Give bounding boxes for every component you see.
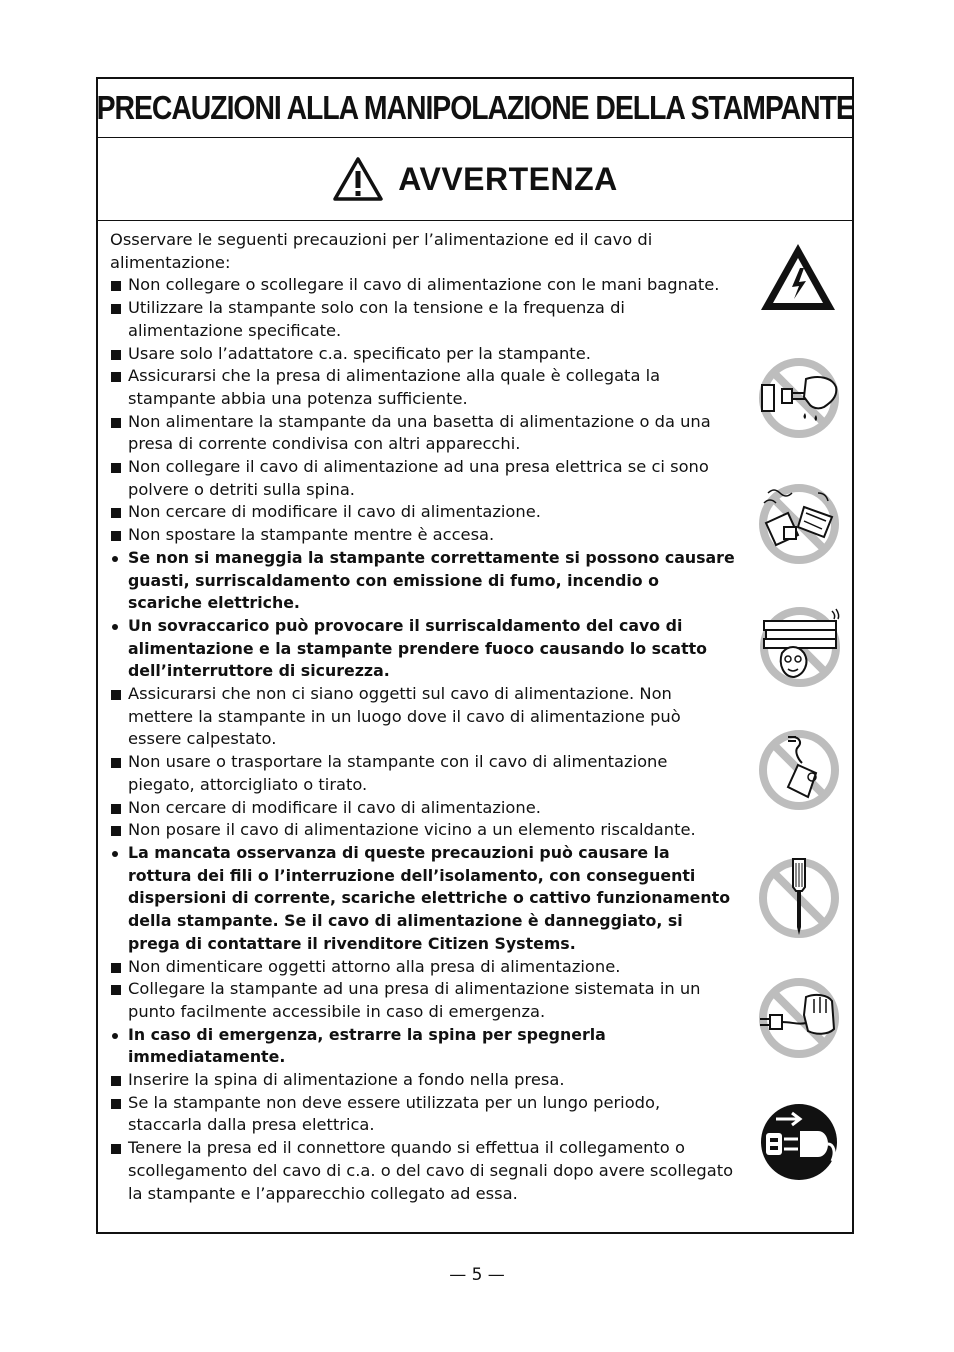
item-text: Assicurarsi che non ci siano oggetti sul cavo di alimentazione. Non mettere la stampante in un luogo dove il cavo di alimentazione può essere calpestato. (128, 684, 681, 749)
precaution-item (110, 524, 735, 547)
item-text: In caso di emergenza, estrarre la spina per spegnerla immediatamente. (128, 1024, 606, 1067)
no-pulling-cord-icon (758, 729, 840, 811)
item-text: Tenere la presa ed il connettore quando si effettua il collegamento o scollegamento del cavo di c.a. o del cavo di segnali dopo avere scollegato la stampante e l’apparecchio collegato ad essa. (128, 1138, 734, 1203)
precaution-item (110, 501, 735, 524)
item-text: Se la stampante non deve essere utilizzata per un lungo periodo, staccarla dalla presa elettrica. (128, 1092, 661, 1135)
precaution-item (110, 297, 735, 342)
precaution-item (110, 751, 735, 796)
no-disassembly-icon (758, 857, 840, 939)
precaution-item (110, 365, 735, 410)
no-heavy-objects-on-cord-icon (758, 605, 842, 689)
warning-label: AVVERTENZA (398, 160, 618, 197)
precaution-item (110, 819, 735, 842)
unplug-icon (758, 1101, 840, 1183)
warning-header (98, 138, 852, 221)
item-text: Non cercare di modificare il cavo di alimentazione. (128, 797, 541, 817)
precaution-item (110, 797, 735, 820)
item-text: Non usare o trasportare la stampante con il cavo di alimentazione piegato, attorcigliato o tirato. (128, 752, 668, 794)
precaution-item (110, 1092, 735, 1137)
precaution-item (110, 978, 735, 1023)
precautions-list (110, 274, 735, 1205)
warning-triangle-icon (332, 156, 384, 202)
item-text: Non dimenticare oggetti attorno alla presa di alimentazione. (128, 956, 621, 976)
item-text: Non posare il cavo di alimentazione vicino a un elemento riscaldante. (128, 820, 696, 840)
electric-shock-warning-icon (758, 241, 838, 313)
item-text: La mancata osservanza di queste precauzioni può causare la rottura dei fili o l’interruzione dell’isolamento, con conseguenti dispersioni di corrente, scariche elettriche o cattivo funzionamento della stampante. Se il cavo di alimentazione è danneggiato, si prega di contattare il rivenditore Citizen Systems. (128, 842, 731, 953)
bold-bullet-item (110, 547, 735, 615)
bold-bullet-item (110, 615, 735, 683)
page-title: PRECAUZIONI ALLA MANIPOLAZIONE DELLA STAMPANTE (96, 89, 854, 126)
item-text: Non spostare la stampante mentre è accesa. (128, 525, 495, 545)
precautions-content (110, 229, 735, 1205)
bold-bullet-item (110, 1024, 735, 1069)
warning-box (96, 77, 854, 1234)
no-pulling-plug-icon (758, 977, 840, 1059)
precaution-item (110, 683, 735, 751)
item-text: Inserire la spina di alimentazione a fondo nella presa. (128, 1070, 565, 1090)
item-text: Usare solo l’adattatore c.a. specificato per la stampante. (128, 343, 591, 363)
item-text: Utilizzare la stampante solo con la tensione e la frequenza di alimentazione specificate. (128, 298, 625, 340)
intro-text: Osservare le seguenti precauzioni per l’alimentazione ed il cavo di alimentazione: (110, 230, 653, 272)
no-wet-hands-icon (758, 357, 840, 439)
precaution-item (110, 411, 735, 456)
item-text: Non collegare il cavo di alimentazione ad una presa elettrica se ci sono polvere o detriti sulla spina. (128, 457, 709, 499)
bold-bullet-item (110, 842, 735, 956)
item-text: Se non si maneggia la stampante correttamente si possono causare guasti, surriscaldamento con emissione di fumo, incendio o scariche elettriche. (128, 547, 735, 613)
item-text: Collegare la stampante ad una presa di alimentazione sistemata in un punto facilmente accessibile in caso di emergenza. (128, 979, 701, 1021)
precaution-item (110, 1069, 735, 1092)
item-text: Un sovraccarico può provocare il surriscaldamento del cavo di alimentazione e la stampante prendere fuoco causando lo scatto dell’interruttore di sicurezza. (128, 615, 708, 681)
item-text: Assicurarsi che la presa di alimentazione alla quale è collegata la stampante abbia una potenza sufficiente. (128, 366, 661, 408)
item-text: Non alimentare la stampante da una basetta di alimentazione o da una presa di corrente condivisa con altri apparecchi. (128, 411, 711, 454)
no-dust-plug-icon (758, 483, 840, 565)
precaution-item (110, 343, 735, 366)
precaution-item (110, 1137, 735, 1205)
precaution-item (110, 456, 735, 501)
title-row (98, 79, 852, 138)
precaution-item (110, 274, 735, 297)
item-text: Non collegare o scollegare il cavo di alimentazione con le mani bagnate. (128, 275, 720, 295)
item-text: Non cercare di modificare il cavo di alimentazione. (128, 502, 541, 522)
precaution-item (110, 956, 735, 979)
page-number: — 5 — (449, 1265, 505, 1285)
